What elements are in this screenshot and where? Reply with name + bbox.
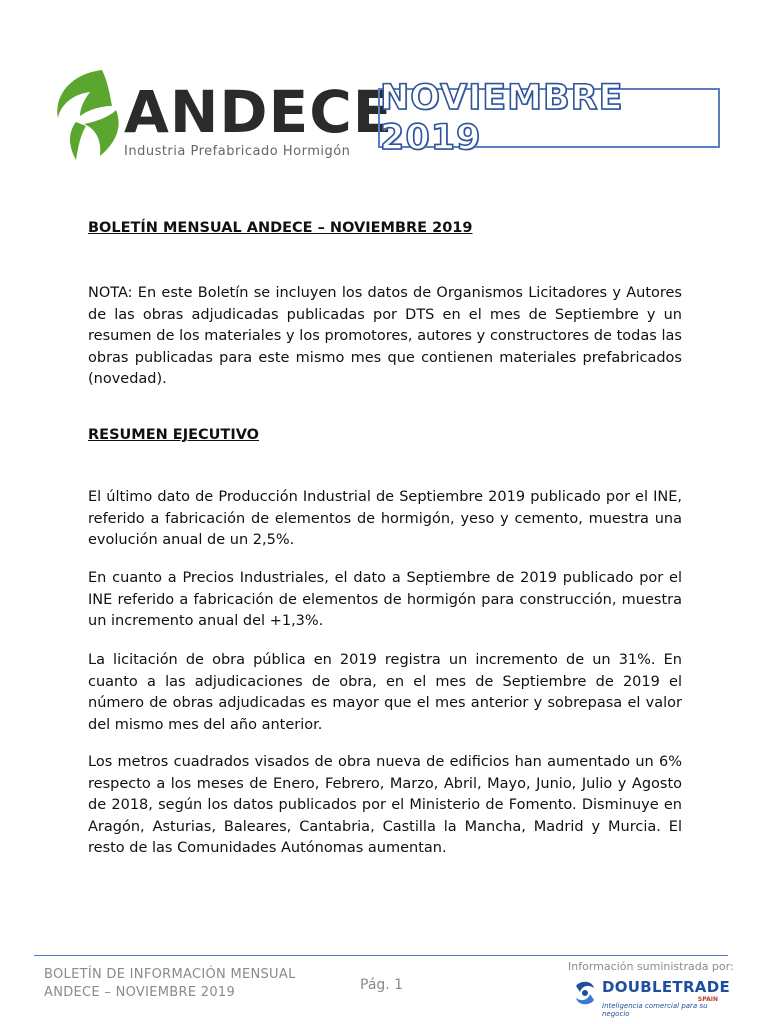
andece-logo [50, 66, 394, 166]
logo-tagline: Industria Prefabricado Hormigón [124, 144, 351, 159]
page-number: Pág. 1 [360, 977, 404, 993]
doubletrade-slogan: Inteligencia comercial para su negocio [602, 1002, 708, 1018]
doubletrade-swirl-icon [572, 978, 598, 1008]
doubletrade-logo [572, 976, 731, 1018]
footer-credit: Información suministrada por: [568, 960, 734, 973]
doubletrade-name: DOUBLETRADE [602, 978, 731, 996]
doubletrade-country: SPAIN [697, 996, 718, 1003]
summary-heading: RESUMEN EJECUTIVO [88, 427, 260, 443]
footer-line-2: ANDECE – NOVIEMBRE 2019 [44, 985, 236, 1000]
note-paragraph: NOTA: En este Boletín se incluyen los datos de Organismos Licitadores y Autores de las obras adjudicadas publicadas por DTS en el mes de Septiembre y un resumen de los materiales y los promotores, autores y constructores de todas las obras publicadas para este mismo mes que contienen materiales prefabricados (novedad). [88, 285, 682, 387]
paragraph-production: El último dato de Producción Industrial de Septiembre 2019 publicado por el INE, referido a fabricación de elementos de hormigón, yeso y cemento, muestra una evolución anual de un 2,5%. [88, 489, 682, 548]
paragraph-permits: Los metros cuadrados visados de obra nueva de edificios han aumentado un 6% respecto a los meses de Enero, Febrero, Marzo, Abril, Mayo, Junio, Julio y Agosto de 2018, según los datos publicados por el Ministerio de Fomento. Disminuye en Aragón, Asturias, Baleares, Cantabria, Castilla la Mancha, Madrid y Murcia. El resto de las Comunidades Autónomas aumentan. [88, 754, 682, 856]
document-title: BOLETÍN MENSUAL ANDECE – NOVIEMBRE 2019 [88, 220, 473, 236]
paragraph-tenders: La licitación de obra pública en 2019 registra un incremento de un 31%. En cuanto a las adjudicaciones de obra, en el mes de Septiembre de 2019 el número de obras adjudicadas es mayor que el mes anterior y sobrepasa el valor del mismo mes del año anterior. [88, 652, 682, 733]
logo-wordmark: ANDECE [124, 78, 394, 146]
footer-divider [34, 955, 728, 956]
footer-line-1: BOLETÍN DE INFORMACIÓN MENSUAL [44, 967, 296, 982]
paragraph-prices: En cuanto a Precios Industriales, el dato a Septiembre de 2019 publicado por el INE referido a fabricación de elementos de hormigón para construcción, muestra un incremento anual del +1,3%. [88, 570, 682, 629]
footer-bulletin-label [44, 966, 296, 1002]
andece-leaf-icon [50, 66, 130, 164]
month-banner-text: NOVIEMBRE 2019 [380, 78, 624, 158]
month-banner [378, 78, 720, 158]
